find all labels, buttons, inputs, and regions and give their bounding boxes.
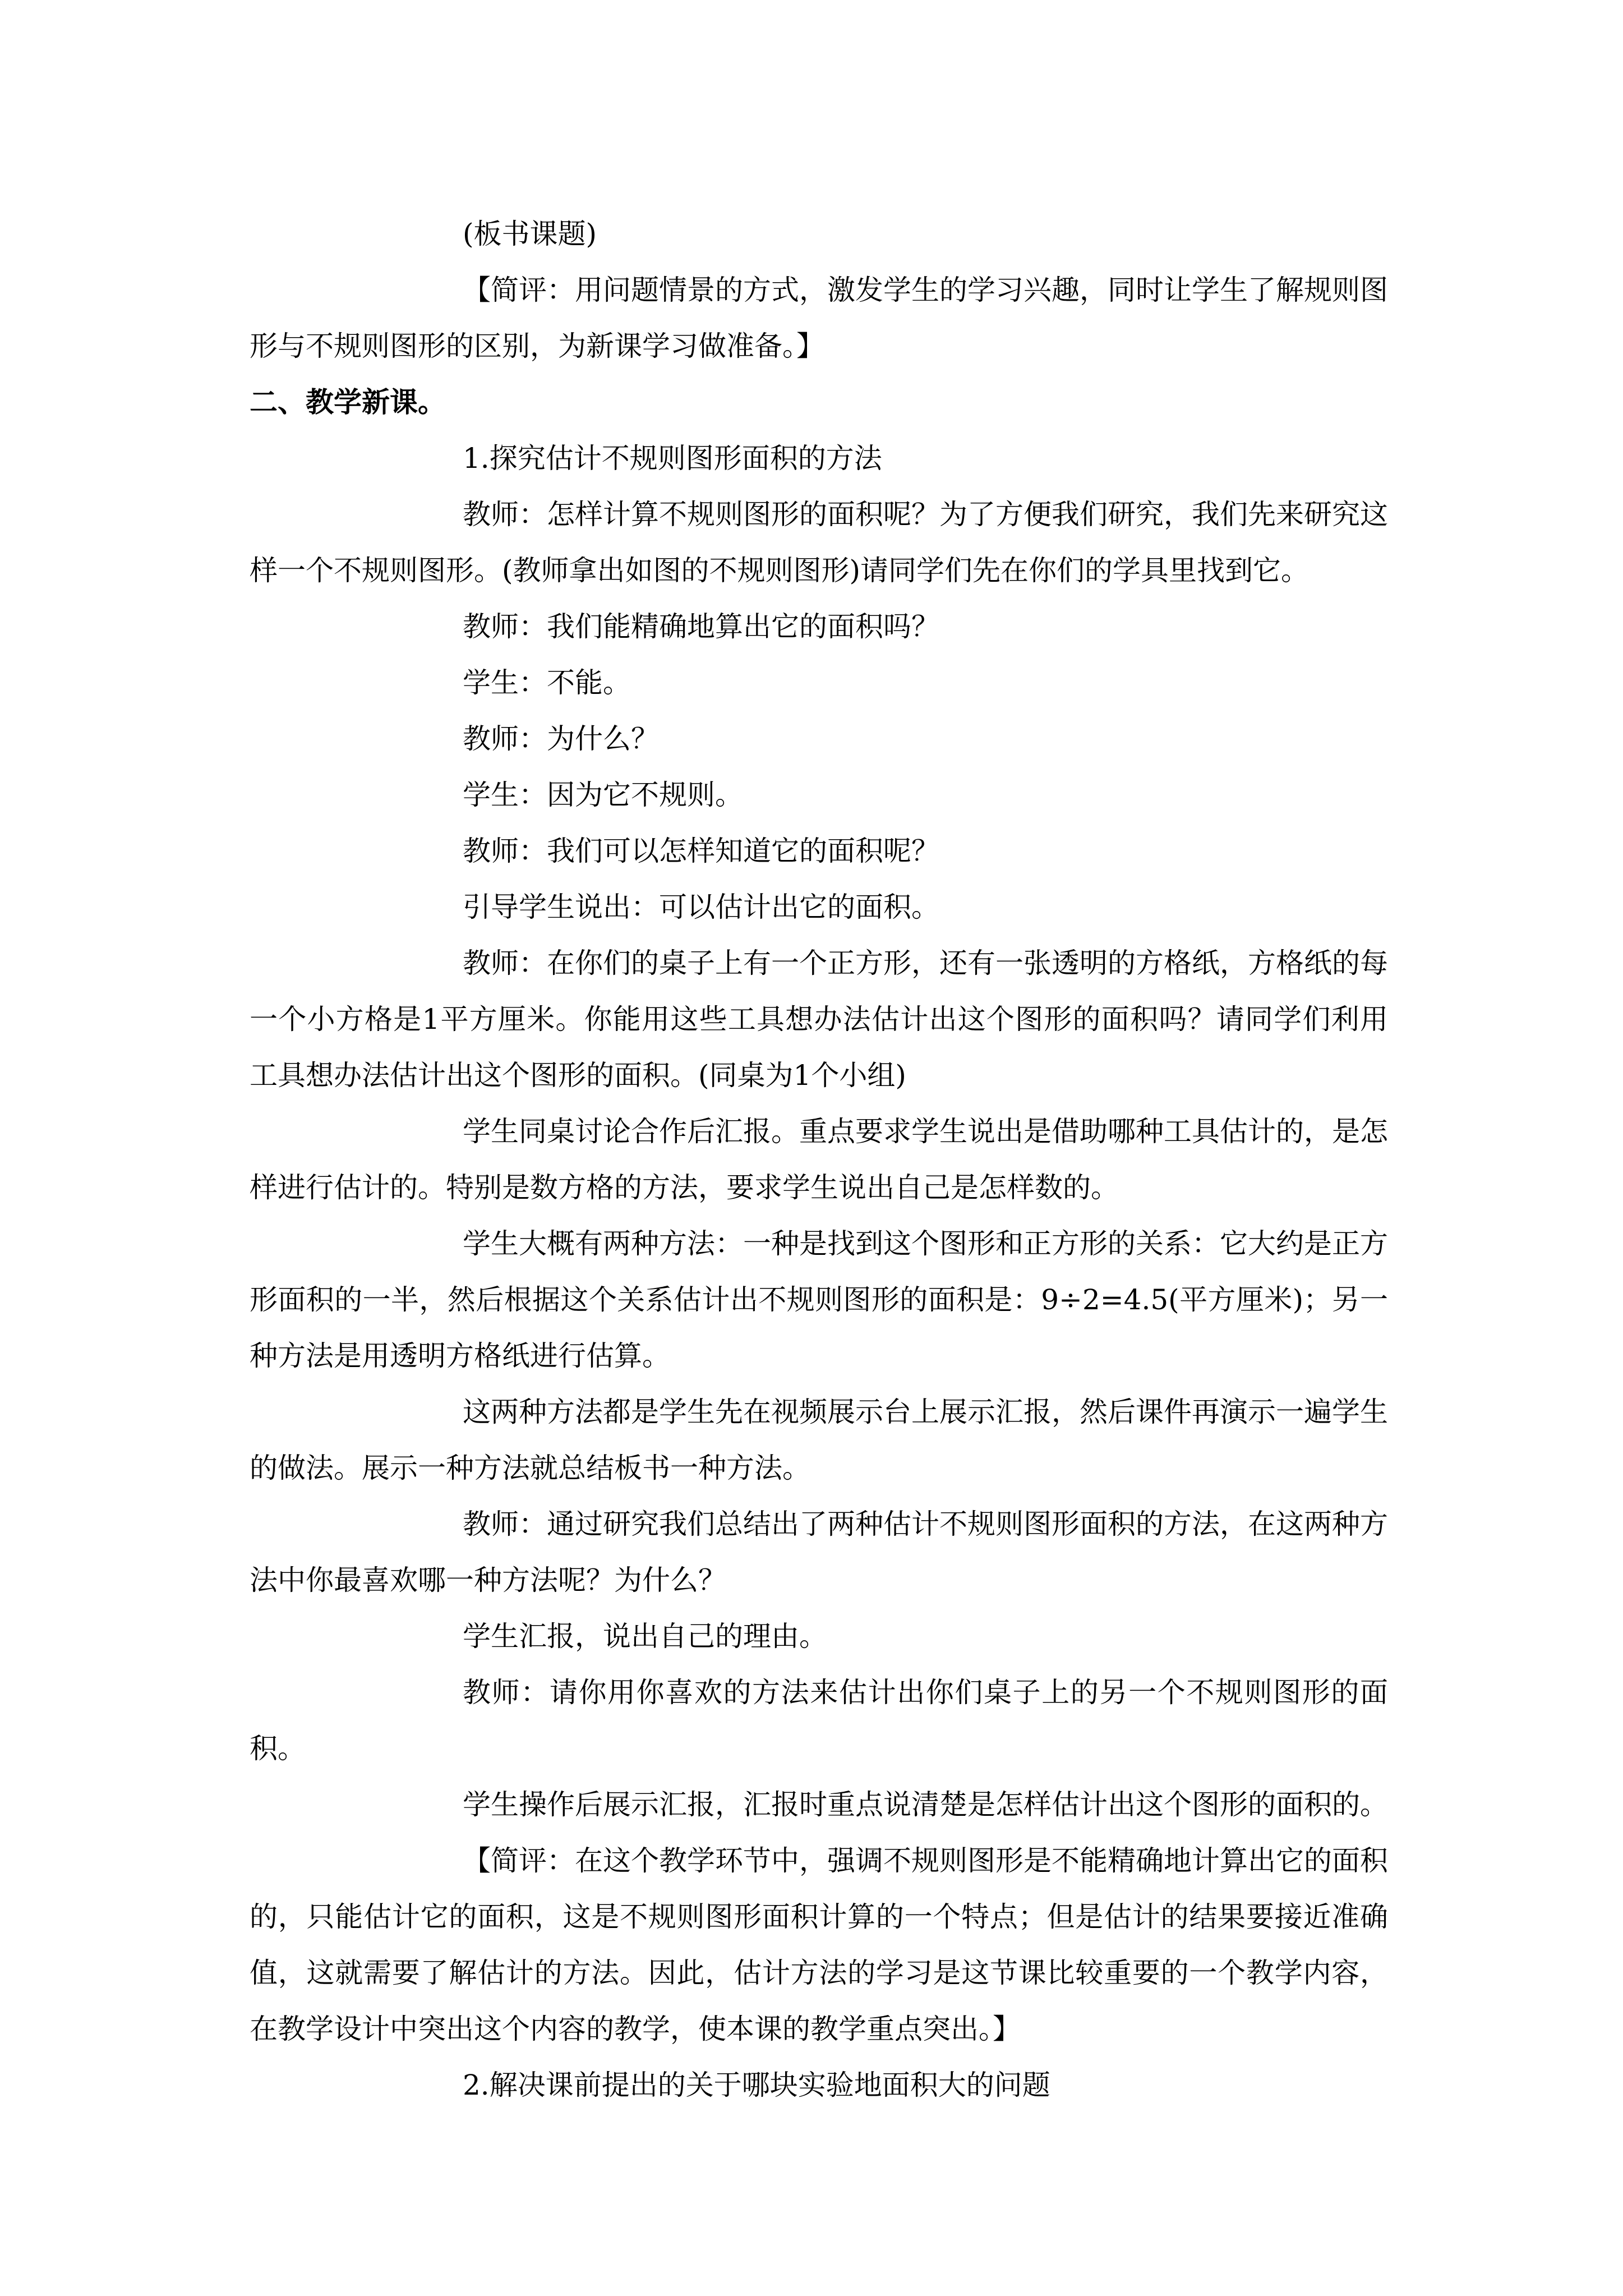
paragraph: 教师：为什么？ [463, 723, 659, 755]
paragraph: 这两种方法都是学生先在视频展示台上展示汇报，然后课件再演示一遍学生的做法。展示一种方法就总结板书一种方法。 [250, 1396, 1388, 1484]
paragraph: 教师：怎样计算不规则图形的面积呢？为了方便我们研究，我们先来研究这样一个不规则图形。(教师拿出如图的不规则图形)请同学们先在你们的学具里找到它。 [250, 498, 1388, 587]
paragraph: (板书课题) [463, 218, 597, 250]
paragraph: 学生：不能。 [463, 666, 631, 699]
document-body [250, 206, 1388, 2113]
paragraph: 学生：因为它不规则。 [463, 779, 743, 811]
paragraph: 学生同桌讨论合作后汇报。重点要求学生说出是借助哪种工具估计的，是怎样进行估计的。特别是数方格的方法，要求学生说出自己是怎样数的。 [250, 1115, 1388, 1204]
paragraph: 教师：在你们的桌子上有一个正方形，还有一张透明的方格纸，方格纸的每一个小方格是1平方厘米。你能用这些工具想办法估计出这个图形的面积吗？请同学们利用工具想办法估计出这个图形的面积。(同桌为1个小组) [250, 947, 1388, 1092]
paragraph: 引导学生说出：可以估计出它的面积。 [463, 891, 939, 923]
paragraph: 【简评：用问题情景的方式，激发学生的学习兴趣，同时让学生了解规则图形与不规则图形的区别，为新课学习做准备。】 [250, 274, 1388, 362]
paragraph: 教师：我们能精确地算出它的面积吗？ [463, 610, 939, 643]
paragraph: 学生汇报，说出自己的理由。 [463, 1620, 827, 1653]
subsection-title: 2.解决课前提出的关于哪块实验地面积大的问题 [463, 2069, 1050, 2101]
paragraph: 学生大概有两种方法：一种是找到这个图形和正方形的关系：它大约是正方形面积的一半，然后根据这个关系估计出不规则图形的面积是：9÷2=4.5(平方厘米)；另一种方法是用透明方格纸进行估算。 [250, 1227, 1388, 1372]
subsection-title: 1.探究估计不规则图形面积的方法 [463, 442, 882, 475]
paragraph: 学生操作后展示汇报，汇报时重点说清楚是怎样估计出这个图形的面积的。 [463, 1788, 1388, 1821]
paragraph: 教师：通过研究我们总结出了两种估计不规则图形面积的方法，在这两种方法中你最喜欢哪一种方法呢？为什么？ [250, 1508, 1388, 1596]
paragraph: 教师：我们可以怎样知道它的面积呢？ [463, 835, 939, 867]
section-heading: 二、教学新课。 [250, 386, 446, 418]
paragraph: 【简评：在这个教学环节中，强调不规则图形是不能精确地计算出它的面积的，只能估计它的面积，这是不规则图形面积计算的一个特点；但是估计的结果要接近准确值，这就需要了解估计的方法。因此，估计方法的学习是这节课比较重要的一个教学内容，在教学设计中突出这个内容的教学，使本课的教学重点突出。】 [250, 1844, 1388, 2045]
paragraph: 教师：请你用你喜欢的方法来估计出你们桌子上的另一个不规则图形的面积。 [250, 1676, 1388, 1765]
